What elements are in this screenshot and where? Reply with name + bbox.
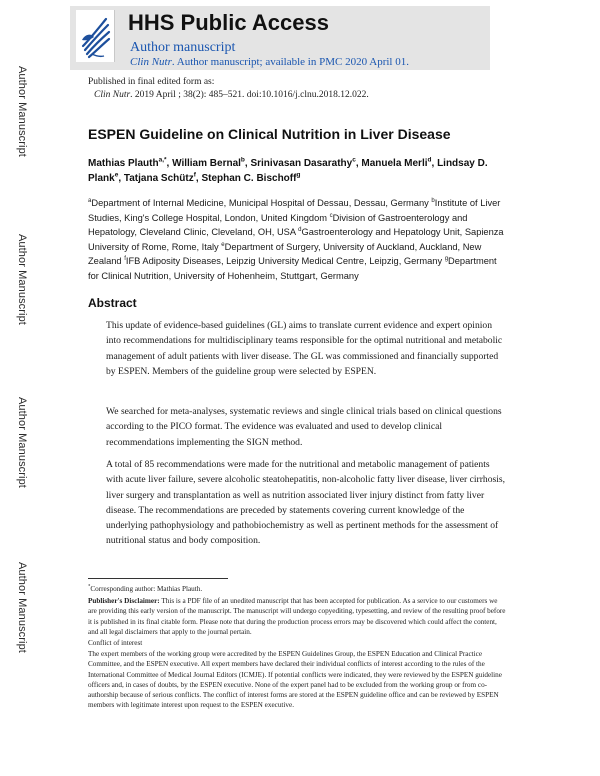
conflict-of-interest-text: The expert members of the working group were accredited by the ESPEN Guidelines Group, the ESPEN Education and Clinical Practice Committee, and the ESPEN executive. All expert members have declared their individual conflicts of interest according to the rules of the International Committee of Medical Journal Editors (ICMJE). If potential conflicts were indicated, they were reviewed by the ESPEN guideline officers and, in cases of doubts, by the ESPEN executive. None of the expert panel had to be excluded from the working group or from co-authorship because of serious conflicts. The conflict of interest forms are stored at the ESPEN guideline office and can be reviewed by ESPEN members with legitimate interest upon request to the ESPEN executive.: [88, 650, 502, 710]
affiliation-marker: c: [329, 212, 333, 219]
disclaimer-text: This is a PDF file of an unedited manuscript that has been accepted for publication. As a service to our customers we are providing this early version of the manuscript. The manuscript will undergo copyediting, typesetting, and review of the resulting proof before it is published in its final citable form. Please note that during the production process errors may be discovered which could affect the content, and all legal disclaimers that apply to the journal pertain.: [88, 597, 506, 636]
author-separator: ,: [195, 173, 202, 184]
abstract-paragraph-2: We searched for meta-analyses, systematic reviews and single clinical trials based on clinical questions according to the PICO format. The evidence was evaluated and used to develop clinical recommendations implementing the SIGN method.: [106, 406, 502, 448]
author-affiliation-marker: e: [114, 171, 119, 179]
author-name: Lindsay D. Plank: [88, 158, 488, 184]
author-affiliation-marker: f: [193, 171, 196, 179]
author-name: Srinivasan Dasarathy: [250, 158, 353, 169]
author-name: Manuela Merli: [361, 158, 428, 169]
affiliation-text: Gastroenterology and Hepatology Unit, Sapienza University of Rome, Rome, Italy: [88, 227, 504, 252]
abstract-paragraph-1: This update of evidence-based guidelines (GL) aims to translate current evidence and expert opinion into recommendations for multidisciplinary teams responsible for the optimal nutritional and metabolic management of adult patients with liver disease. The GL was commissioned and financially supported by ESPEN. Members of the guideline group were selected by ESPEN.: [106, 320, 503, 377]
disclaimer-label: Publisher's Disclaimer:: [88, 597, 160, 605]
corresponding-author-note: [88, 584, 508, 594]
author-affiliation-marker: c: [352, 156, 356, 164]
availability-note: [130, 56, 409, 68]
author-name: Mathias Plauth: [88, 158, 159, 169]
author-name: Stephan C. Bischoff: [201, 173, 297, 184]
author-name: William Bernal: [172, 158, 241, 169]
availability-text: . Author manuscript; available in PMC 2020 April 01.: [171, 56, 409, 68]
citation-details: . 2019 April ; 38(2): 485–521. doi:10.1016/j.clnu.2018.12.022.: [130, 90, 369, 100]
affiliation-marker: g: [444, 256, 449, 263]
author-affiliation-marker: g: [296, 171, 301, 179]
author-manuscript-margin-label: Author Manuscript: [16, 562, 28, 653]
abstract-paragraph-3: A total of 85 recommendations were made for the nutritional and metabolic management of patients with acute liver failure, severe alcoholic steatohepatitis, non-alcoholic fatty liver disease, liver cirrhosis, liver surgery and transplantation as well as nutrition associated liver injury distinct from fatty liver disease. The recommendations are preceded by statements covering current knowledge of the underlying pathophysiology and pathobiochemistry as well as pertinent methods for the assessment of nutritional status and body composition.: [106, 459, 506, 547]
author-manuscript-margin-label: Author Manuscript: [16, 397, 28, 488]
hhs-eagle-logo-icon: [76, 10, 115, 62]
footnote-divider: [88, 578, 228, 579]
author-affiliation-marker: a,*: [158, 156, 167, 164]
author-separator: ,: [244, 158, 251, 169]
author-affiliation-marker: b: [240, 156, 245, 164]
affiliation-text: Division of Gastroenterology and Hepatology, Cleveland Clinic, Cleveland, OH, USA: [88, 212, 468, 238]
corresponding-marker: *: [88, 584, 91, 590]
author-name: Tatjana Schütz: [123, 173, 194, 184]
affiliation-text: Department for Clinical Nutrition, University of Hohenheim, Stuttgart, Germany: [88, 256, 497, 281]
author-affiliation-marker: d: [427, 156, 432, 164]
journal-abbrev: Clin Nutr: [130, 56, 172, 68]
abstract-heading: Abstract: [88, 296, 137, 310]
author-manuscript-margin-label: Author Manuscript: [16, 66, 28, 157]
hhs-public-access-title: HHS Public Access: [128, 10, 329, 35]
author-list: [88, 156, 508, 186]
affiliation-text: IFB Adiposity Diseases, Leipzig University Medical Centre, Leipzig, Germany: [125, 256, 445, 267]
corresponding-text: Corresponding author: Mathias Plauth.: [90, 585, 203, 593]
author-separator: ,: [166, 158, 173, 169]
article-title: ESPEN Guideline on Clinical Nutrition in Liver Disease: [88, 126, 451, 142]
affiliation-marker: b: [431, 197, 435, 204]
affiliations: [88, 196, 508, 284]
affiliation-text: Institute of Liver Studies, King's College Hospital, London, United Kingdom: [88, 198, 501, 223]
author-separator: ,: [118, 173, 124, 184]
author-separator: ,: [355, 158, 362, 169]
author-manuscript-label: Author manuscript: [130, 40, 236, 55]
affiliation-marker: a: [88, 197, 92, 204]
publisher-disclaimer: [88, 596, 508, 637]
author-manuscript-margin-label: Author Manuscript: [16, 234, 28, 325]
published-label: Published in final edited form as:: [88, 77, 215, 87]
affiliation-marker: f: [124, 256, 126, 263]
affiliation-text: Department of Internal Medicine, Municipal Hospital of Dessau, Dessau, Germany: [91, 198, 432, 208]
conflict-of-interest-heading: Conflict of interest: [88, 639, 143, 647]
affiliation-text: Department of Surgery, University of Auckland, Auckland, New Zealand: [88, 241, 482, 267]
citation-journal: Clin Nutr: [94, 90, 131, 100]
author-separator: ,: [431, 158, 438, 169]
affiliation-marker: d: [298, 227, 302, 234]
affiliation-marker: e: [221, 241, 225, 248]
citation-line: [94, 90, 369, 100]
